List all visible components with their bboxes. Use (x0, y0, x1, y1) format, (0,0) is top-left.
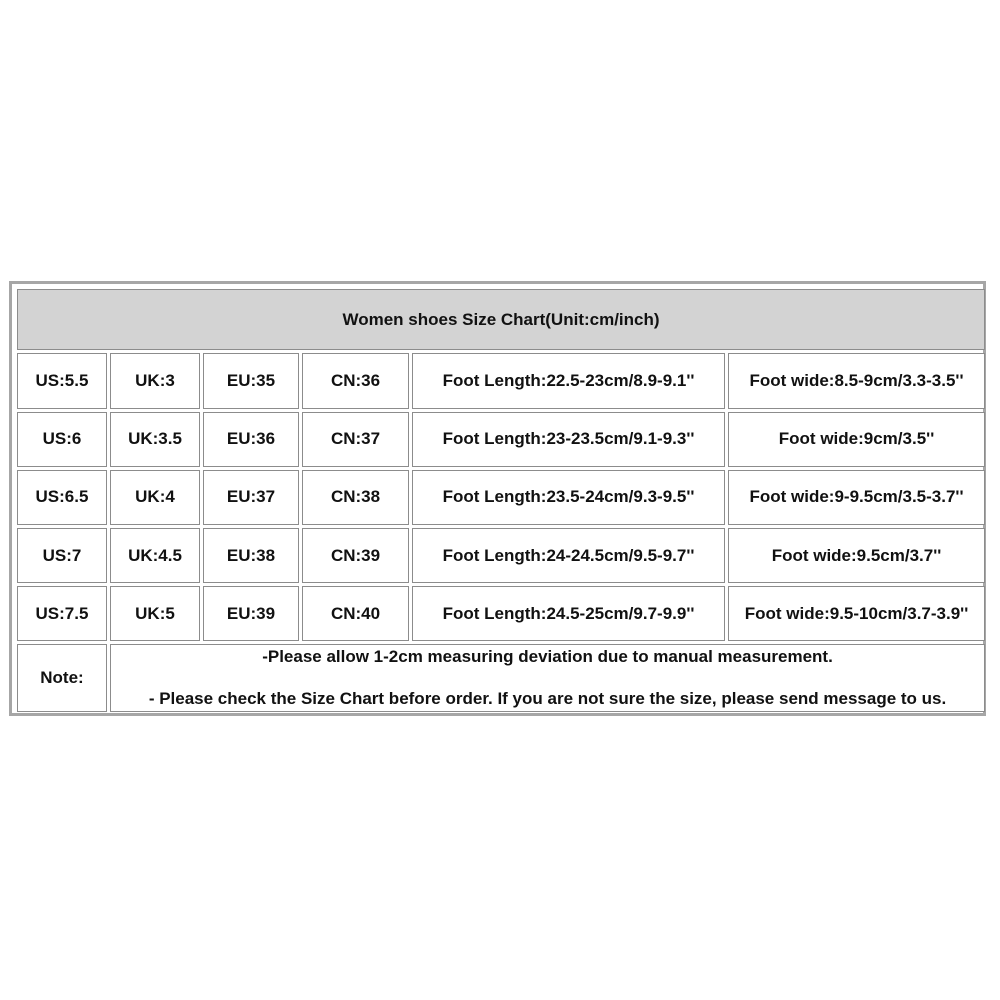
us-size-cell: US:6.5 (17, 470, 107, 525)
us-size-cell: US:6 (17, 412, 107, 467)
uk-size-cell: UK:3.5 (110, 412, 200, 467)
us-size-cell: US:7.5 (17, 586, 107, 641)
cn-size-cell: CN:39 (302, 528, 409, 583)
cn-size-cell: CN:36 (302, 353, 409, 408)
cn-size-cell: CN:37 (302, 412, 409, 467)
cn-size-cell: CN:38 (302, 470, 409, 525)
foot-length-cell: Foot Length:24-24.5cm/9.5-9.7'' (412, 528, 725, 583)
table-row (17, 528, 985, 583)
uk-size-cell: UK:5 (110, 586, 200, 641)
note-line-1: -Please allow 1-2cm measuring deviation due to manual measurement. (262, 647, 833, 667)
uk-size-cell: UK:4 (110, 470, 200, 525)
foot-length-cell: Foot Length:22.5-23cm/8.9-9.1'' (412, 353, 725, 408)
eu-size-cell: EU:36 (203, 412, 299, 467)
eu-size-cell: EU:39 (203, 586, 299, 641)
foot-length-cell: Foot Length:24.5-25cm/9.7-9.9'' (412, 586, 725, 641)
table-row (17, 412, 985, 467)
uk-size-cell: UK:4.5 (110, 528, 200, 583)
uk-size-cell: UK:3 (110, 353, 200, 408)
size-chart-table (14, 286, 988, 715)
foot-wide-cell: Foot wide:8.5-9cm/3.3-3.5'' (728, 353, 985, 408)
eu-size-cell: EU:38 (203, 528, 299, 583)
foot-wide-cell: Foot wide:9.5cm/3.7'' (728, 528, 985, 583)
note-line-2: - Please check the Size Chart before order. If you are not sure the size, please send message to us. (148, 689, 947, 709)
chart-title: Women shoes Size Chart(Unit:cm/inch) (17, 289, 985, 350)
table-row (17, 470, 985, 525)
foot-wide-cell: Foot wide:9-9.5cm/3.5-3.7'' (728, 470, 985, 525)
size-chart (9, 281, 986, 716)
note-label: Note: (17, 644, 107, 712)
title-row (17, 289, 985, 350)
cn-size-cell: CN:40 (302, 586, 409, 641)
eu-size-cell: EU:37 (203, 470, 299, 525)
foot-length-cell: Foot Length:23-23.5cm/9.1-9.3'' (412, 412, 725, 467)
table-row (17, 586, 985, 641)
us-size-cell: US:5.5 (17, 353, 107, 408)
note-text-cell (110, 644, 985, 712)
eu-size-cell: EU:35 (203, 353, 299, 408)
foot-wide-cell: Foot wide:9.5-10cm/3.7-3.9'' (728, 586, 985, 641)
table-row (17, 353, 985, 408)
us-size-cell: US:7 (17, 528, 107, 583)
foot-length-cell: Foot Length:23.5-24cm/9.3-9.5'' (412, 470, 725, 525)
foot-wide-cell: Foot wide:9cm/3.5'' (728, 412, 985, 467)
note-row (17, 644, 985, 712)
